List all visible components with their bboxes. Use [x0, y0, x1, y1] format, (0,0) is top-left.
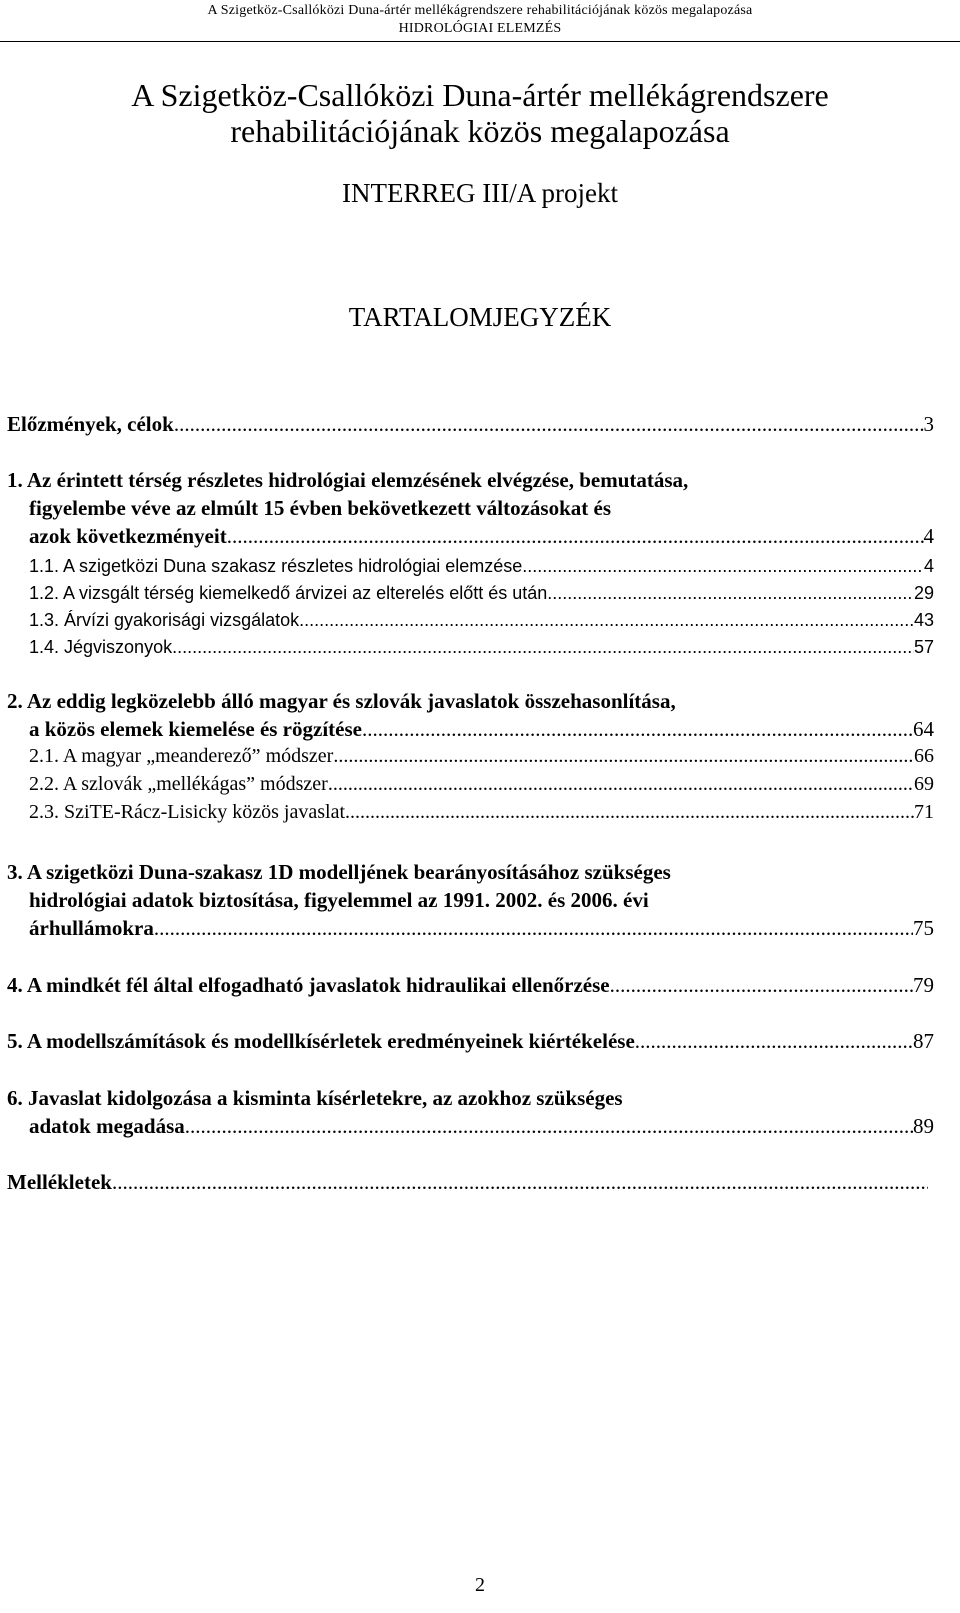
toc-entry-label: 1.4. Jégviszonyok: [29, 637, 173, 657]
toc-entry-mellekletek[interactable]: [7, 1170, 928, 1198]
toc-leader-dots: [547, 583, 914, 604]
toc-entry-s1-line2[interactable]: figyelembe véve az elmúlt 15 évben bekövetkezett változásokat és: [29, 496, 612, 520]
toc-page-number: 29: [913, 583, 934, 603]
toc-leader-dots: [112, 1170, 928, 1195]
toc-entry-s6[interactable]: [29, 1114, 934, 1142]
toc-heading: TARTALOMJEGYZÉK: [348, 302, 612, 332]
toc-leader-dots: [362, 717, 913, 742]
toc-entry-2-3[interactable]: [29, 801, 934, 829]
toc-entry-label: Előzmények, célok: [7, 412, 174, 436]
toc-entry-label: 1.1. A szigetközi Duna szakasz részletes hidrológiai elemzése: [29, 556, 523, 576]
toc-page-number: 69: [914, 773, 934, 795]
toc-entry-s2[interactable]: [29, 717, 934, 745]
toc-entry-label: a közös elemek kiemelése és rögzítése: [29, 717, 362, 741]
toc-leader-dots: [174, 412, 924, 437]
toc-entry-label: 2.3. SziTE-Rácz-Lisicky közös javaslat: [29, 801, 346, 823]
toc-entry-label: Mellékletek: [7, 1170, 112, 1194]
toc-entry-2-2[interactable]: [29, 773, 934, 801]
running-header-title: A Szigetköz-Csallóközi Duna-ártér mellékágrendszere rehabilitációjának közös megalapozása: [207, 3, 753, 18]
toc-page-number: 71: [914, 801, 934, 823]
toc-entry-1-2[interactable]: [29, 583, 934, 611]
toc-page-number: 66: [914, 745, 934, 767]
toc-entry-elozmenyek[interactable]: [7, 412, 934, 440]
toc-entry-label: 2.1. A magyar „meanderező” módszer: [29, 745, 334, 767]
toc-leader-dots: [610, 973, 913, 998]
toc-entry-s2-line1[interactable]: 2. Az eddig legközelebb álló magyar és szlovák javaslatok összehasonlítása,: [7, 689, 676, 713]
toc-page-number: 4: [923, 556, 934, 576]
toc-leader-dots: [154, 916, 913, 941]
toc-page-number: 87: [913, 1029, 934, 1053]
toc-leader-dots: [345, 801, 914, 824]
toc-entry-label: 1.2. A vizsgált térség kiemelkedő árvizei az elterelés előtt és után: [29, 583, 548, 603]
toc-page-number: 3: [923, 412, 934, 436]
running-header-subtitle: HIDROLÓGIAI ELEMZÉS: [398, 21, 562, 36]
toc-leader-dots: [635, 1029, 913, 1054]
project-subtitle: INTERREG III/A projekt: [342, 178, 618, 208]
toc-page-number: 57: [913, 637, 934, 657]
toc-entry-label: árhullámokra: [29, 916, 154, 940]
toc-leader-dots: [328, 773, 914, 796]
toc-entry-label: 5. A modellszámítások és modellkísérletek eredményeinek kiértékelése: [7, 1029, 635, 1053]
toc-entry-label: 1.3. Árvízi gyakorisági vizsgálatok: [29, 610, 300, 630]
toc-entry-1-1[interactable]: [29, 556, 934, 584]
toc-leader-dots: [522, 556, 924, 577]
toc-page-number: 64: [913, 717, 934, 741]
toc-entry-s1[interactable]: [29, 524, 934, 552]
toc-page-number: 43: [913, 610, 934, 630]
toc-leader-dots: [227, 524, 924, 549]
document-title-line-2: rehabilitációjának közös megalapozása: [230, 113, 730, 149]
toc-entry-s5[interactable]: [7, 1029, 934, 1057]
toc-entry-s3-line1[interactable]: 3. A szigetközi Duna-szakasz 1D modelljének bearányosításához szükséges: [7, 860, 671, 884]
toc-entry-2-1[interactable]: [29, 745, 934, 773]
toc-page-number: 4: [923, 524, 934, 548]
running-header: [0, 0, 960, 42]
toc-entry-1-4[interactable]: [29, 637, 934, 665]
toc-entry-s3-line2[interactable]: hidrológiai adatok biztosítása, figyelemmel az 1991. 2002. és 2006. évi: [29, 888, 649, 912]
toc-entry-s3[interactable]: [29, 916, 934, 944]
toc-leader-dots: [185, 1114, 913, 1139]
toc-leader-dots: [333, 745, 914, 768]
toc-entry-s1-line1[interactable]: 1. Az érintett térség részletes hidrológiai elemzésének elvégzése, bemutatása,: [7, 468, 689, 492]
toc-page-number: 89: [913, 1114, 934, 1138]
toc-entry-1-3[interactable]: [29, 610, 934, 638]
toc-leader-dots: [172, 637, 914, 658]
toc-entry-s6-line1[interactable]: 6. Javaslat kidolgozása a kisminta kísérletekre, az azokhoz szükséges: [7, 1086, 623, 1110]
toc-entry-label: 2.2. A szlovák „mellékágas” módszer: [29, 773, 328, 795]
toc-page-number: 79: [913, 973, 934, 997]
toc-leader-dots: [299, 610, 914, 631]
toc-entry-s4[interactable]: [7, 973, 934, 1001]
toc-entry-label: 4. A mindkét fél által elfogadható javaslatok hidraulikai ellenőrzése: [7, 973, 610, 997]
toc-entry-label: azok következményeit: [29, 524, 227, 548]
toc-page-number: 75: [913, 916, 934, 940]
toc-entry-label: adatok megadása: [29, 1114, 185, 1138]
page-number: 2: [475, 1574, 485, 1596]
document-title-line-1: A Szigetköz-Csallóközi Duna-ártér mellékágrendszere: [131, 77, 829, 113]
